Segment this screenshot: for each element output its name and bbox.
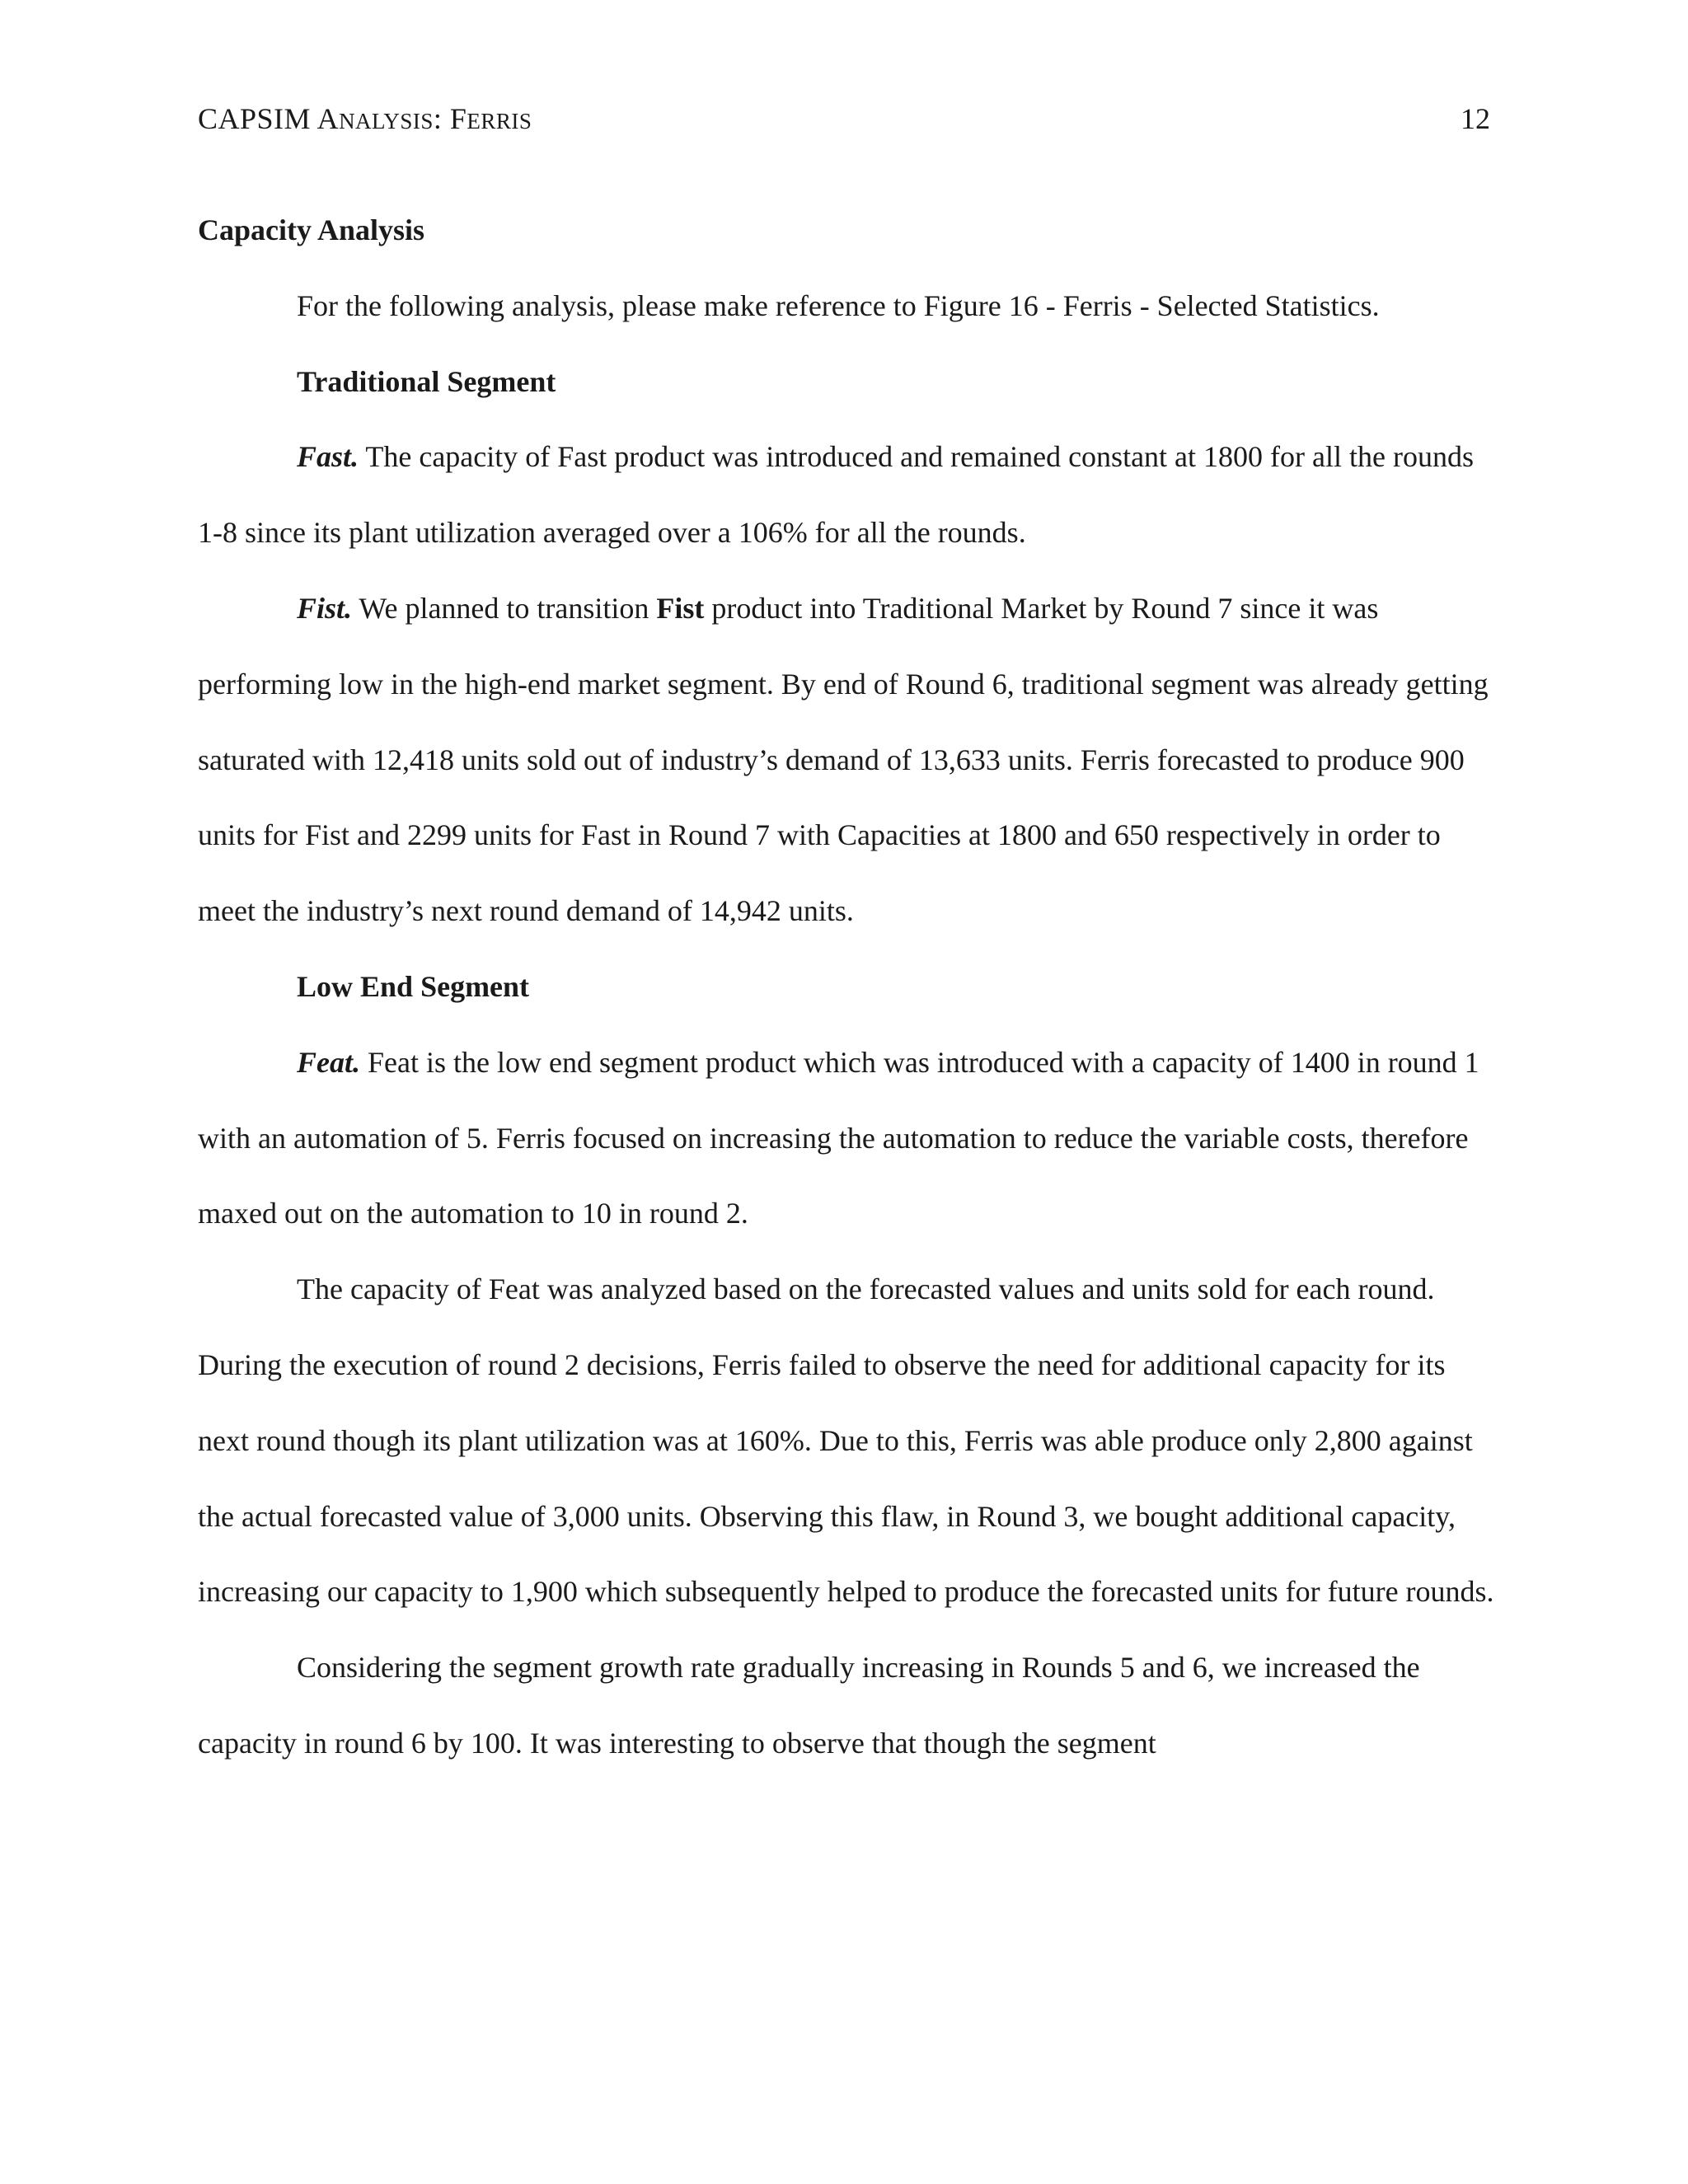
traditional-segment-heading: Traditional Segment xyxy=(297,364,556,398)
fist-paragraph xyxy=(198,571,1500,949)
running-head-part-1: CAPSIM A xyxy=(198,102,340,135)
feat-lead: Feat. xyxy=(297,1045,360,1079)
running-head-part-2: NALYSIS xyxy=(339,109,434,134)
section-heading: Capacity Analysis xyxy=(198,213,425,246)
fist-bold: Fist xyxy=(656,591,705,625)
fast-paragraph xyxy=(198,419,1500,571)
running-head-part-4: ERRIS xyxy=(467,109,532,134)
fast-text: The capacity of Fast product was introduced and remained constant at 1800 for all the rounds 1-8 since its plant utilization averaged over a 106% for all the rounds. xyxy=(198,440,1474,550)
intro-paragraph: For the following analysis, please make reference to Figure 16 - Ferris - Selected Statistics. xyxy=(297,288,1380,322)
fist-text-b: product into Traditional Market by Round 7 since it was performing low in the high-end market segment. By end of Round 6, traditional segment was already getting saturated with 12,418 units sold out of industry’s demand of 13,633 units. Ferris forecasted to produce 900 units for Fist and 2299 units for Fast in Round 7 with Capacities at 1800 and 650 respectively in order to meet the industry’s next round demand of 14,942 units. xyxy=(198,591,1489,928)
feat-paragraph xyxy=(198,1025,1500,1252)
body-text xyxy=(198,193,1500,1782)
capacity-paragraph: The capacity of Feat was analyzed based on the forecasted values and units sold for each round. During the execution of round 2 decisions, Ferris failed to observe the need for additional capacity for its next round though its plant utilization was at 160%. Due to this, Ferris was able produce only 2,800 against the actual forecasted value of 3,000 units. Observing this flaw, in Round 3, we bought additional capacity, increasing our capacity to 1,900 which subsequently helped to produce the forecasted units for future rounds. xyxy=(198,1272,1494,1609)
fast-lead: Fast. xyxy=(297,440,359,474)
running-head-part-3: : F xyxy=(433,102,467,135)
fist-text-a: We planned to transition xyxy=(352,591,657,625)
low-end-segment-heading: Low End Segment xyxy=(297,969,530,1003)
growth-paragraph: Considering the segment growth rate gradually increasing in Rounds 5 and 6, we increased the capacity in round 6 by 100. It was interesting to observe that though the segment xyxy=(198,1651,1420,1760)
feat-text: Feat is the low end segment product which was introduced with a capacity of 1400 in round 1 with an automation of 5. Ferris focused on increasing the automation to reduce the variable costs, therefore maxed out on the automation to 10 in round 2. xyxy=(198,1045,1479,1230)
running-head xyxy=(198,97,532,143)
page-number: 12 xyxy=(1461,102,1490,135)
fist-lead: Fist. xyxy=(297,591,353,625)
